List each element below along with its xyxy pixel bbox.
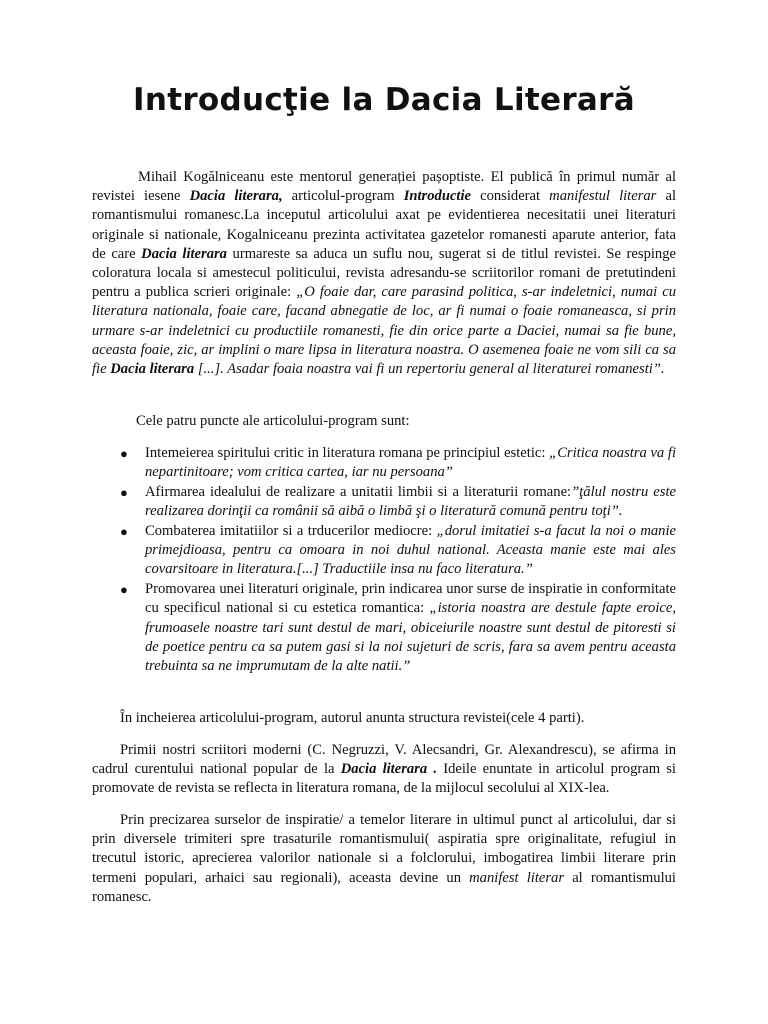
point-text: Afirmarea idealului de realizare a unitatii limbii si a literaturii romane: — [145, 483, 572, 500]
bullet-icon: ● — [120, 484, 128, 500]
bullet-icon: ● — [120, 581, 128, 597]
quotation: i fi un repertoriu general al literaturei romanesti”. — [368, 361, 665, 378]
list-item — [92, 522, 676, 580]
text-run: Primii nostri scriitori moderni (C. Negruzzi, V. Alecsandri, Gr. Alexandrescu), se afirma in cadrul curentului national popular de la — [92, 742, 676, 778]
document-title: Introducţie la Dacia Literară — [133, 82, 635, 118]
emphasis-title: Introductie — [403, 188, 472, 205]
emphasis-title: Dacia literara, — [189, 188, 283, 205]
text-run: considerat — [471, 188, 550, 205]
point-text: Promovarea unei literaturi originale, prin indicarea unor surse de inspiratie in conformitate cu specificul national si cu estetica romantica: — [145, 580, 676, 617]
point-text: Combaterea imitatiilor si a trducerilor mediocre: — [145, 522, 437, 539]
points-intro-paragraph: Cele patru puncte ale articolului-program sunt: — [136, 413, 410, 429]
manifesto-paragraph — [92, 811, 676, 907]
emphasis-term: manifest literar — [469, 869, 565, 886]
text-run: al romantismului romanesc. — [92, 869, 676, 905]
text-run: Ideile enuntate in articolul program si promovate de revista se reflecta in literatura romana, de la mijlocul secolului al XIX-lea. — [92, 761, 676, 797]
text-run: Mihail Kogălniceanu este mentorul generației pașoptiste. El publică în primul număr al revistei iesene — [92, 169, 676, 205]
writers-paragraph — [92, 741, 676, 799]
point-quote: ”ţălul nostru este realizarea dorinţii ca românii să aibă o limbă şi o literatură comună pentru toţi”. — [145, 483, 676, 520]
text-run: articolul-program — [282, 188, 404, 205]
quotation: [...]. Asadar foaia noastra va — [194, 361, 369, 378]
quotation: „O foaie dar, care parasind politica, s-ar indeletnici, numai cu literatura nationala, foaie care, facand abnegatie de loc, ar fi numai o foaie romaneasca, si prin urmare s-ar indeletnici cu productiile romanesti, fie din orice parte a Daciei, numai sa fie bune, aceasta foaie, zic, ar implini o mare lipsa in literatura noastra. O asemenea foaie ne vom sili ca sa fie — [92, 284, 677, 378]
point-quote: „Critica noastra va fi nepartinitoare; vom critica cartea, iar nu persoana” — [145, 445, 676, 481]
point-quote: „istoria noastra are destule fapte eroice, frumoasele noastre tari sunt destul de mari, obiceiurile noastre sunt destul de pitoresti si de poetice pentru ca sa putem gasi si la noi sujeturi de scris, fara sa avem pentru aceasta trebuinta sa ne imprumutam de la alte natii.” — [145, 600, 676, 675]
emphasis-title: Dacia literara . — [340, 761, 438, 778]
conclusion-paragraph: În incheierea articolului-program, autorul anunta structura revistei(cele 4 parti). — [120, 710, 585, 726]
text-run: al romantismului romanesc.La inceputul articolului axat pe evidentierea necesitatii unei literaturi originale si nationale, Kogalniceanu prezinta activitatea gazetelor romanesti aparute anterior, fata de care — [92, 188, 676, 262]
bullet-icon: ● — [120, 446, 128, 461]
intro-paragraph — [92, 168, 676, 379]
emphasis-term: manifestul literar — [549, 188, 657, 205]
text-run: Prin precizarea surselor de inspiratie/ a temelor literare in ultimul punct al articolului, dar si prin diversele trimiteri spre trasaturile romantismului( aspiratia spre originalitate, refugiul in trecutul istoric, aprecierea valorilor nationale si a folclorului, imbogatirea limbii literare prin termeni populari, arhaici sau regionali), aceasta devine un — [92, 812, 676, 886]
emphasis-title: Dacia literara — [141, 245, 227, 262]
text-run: urmareste sa aduca un suflu nou, sugerat si de titlul revistei. Se respinge coloratura locala si amestecul politicului, revista adresandu-se scriitorilor romani de pretutindeni pentru a publica scrieri originale: — [92, 245, 676, 301]
list-item — [92, 444, 676, 483]
list-item — [92, 580, 676, 677]
list-item — [92, 483, 676, 522]
bullet-icon: ● — [120, 523, 128, 539]
point-text: Intemeierea spiritului critic in literatura romana pe principiul estetic: — [145, 445, 550, 461]
program-points-list — [92, 444, 676, 677]
emphasis-title: Dacia literara — [110, 361, 195, 378]
point-quote: „dorul imitatiei s-a facut la noi o manie primejdioasa, pentru ca omoara in noi duhul national. Aceasta manie este mai ales covarsitoare in literatura.[...] Traductiile insa nu faco literatura.” — [145, 522, 676, 578]
